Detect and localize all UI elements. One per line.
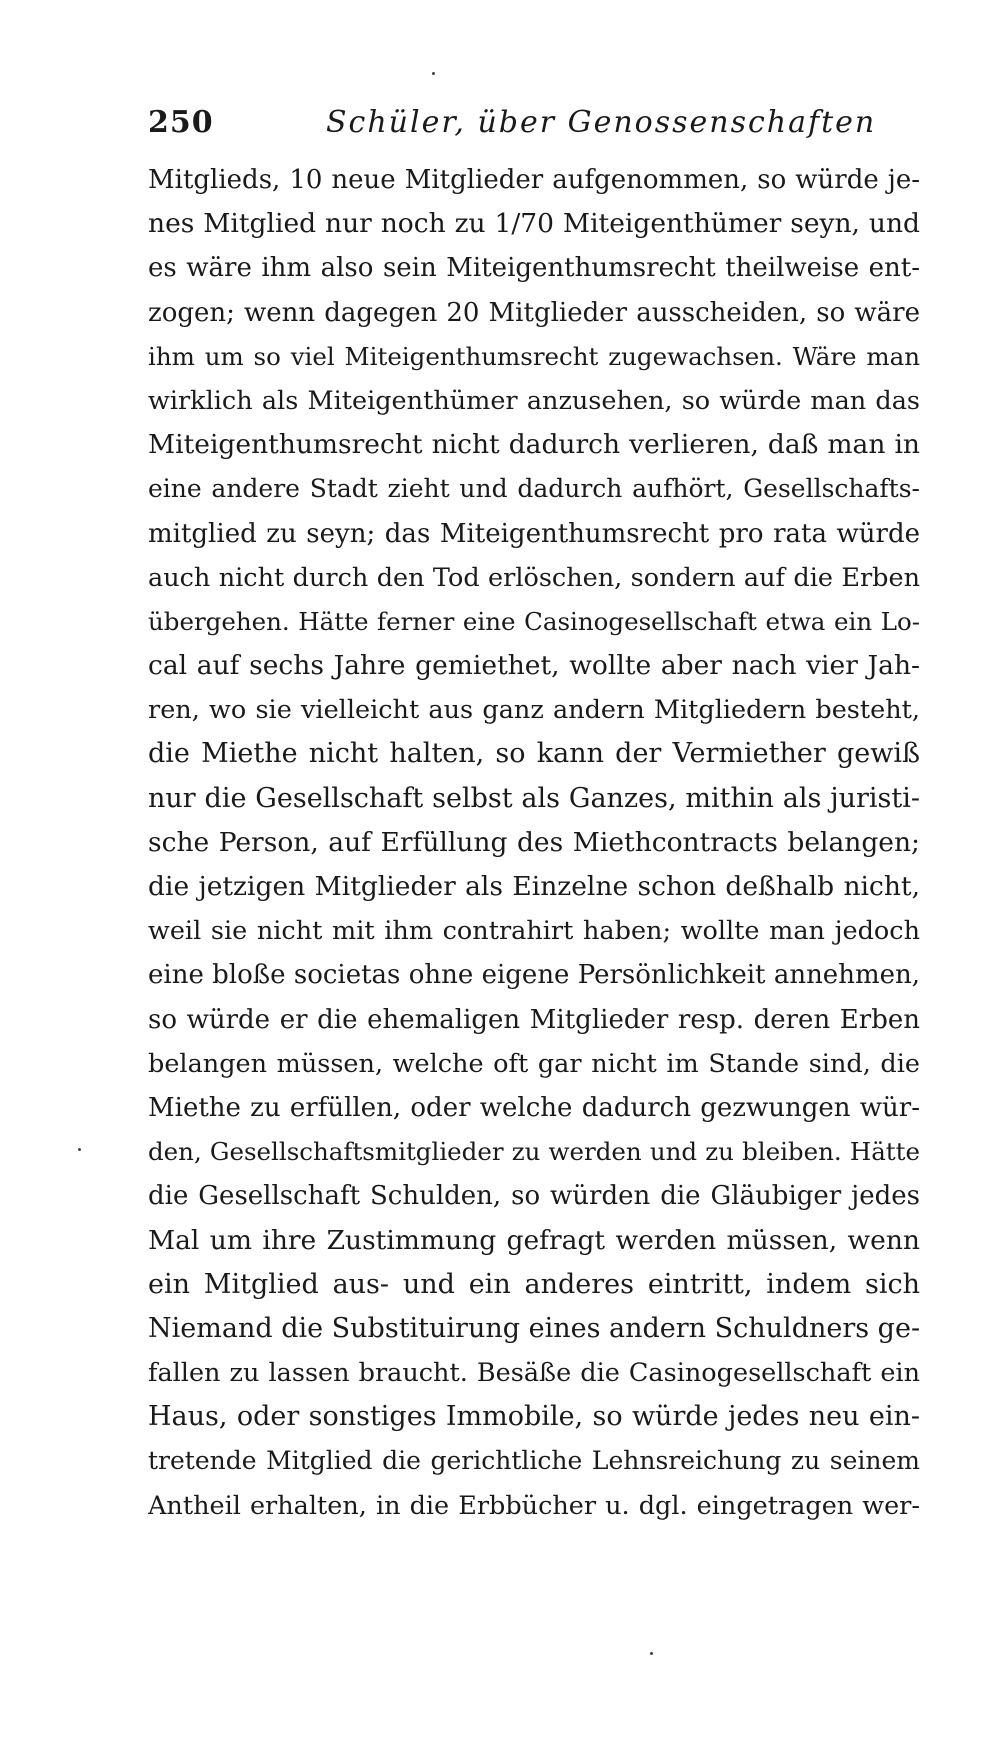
text-line: Mal um ihre Zustimmung gefragt werden müssen, wenn <box>148 1224 920 1256</box>
text-line: so würde er die ehemaligen Mitglieder resp. deren Erben <box>148 1004 920 1035</box>
page-header <box>148 98 918 148</box>
text-line: Haus, oder sonstiges Immobile, so würde jedes neu ein- <box>148 1401 920 1433</box>
text-line: die Gesellschaft Schulden, so würden die Gläubiger jedes <box>148 1181 920 1212</box>
text-line: ihm um so viel Miteigenthumsrecht zugewachsen. Wäre man <box>148 341 920 371</box>
text-line: Miteigenthumsrecht nicht dadurch verlieren, daß man in <box>148 429 920 461</box>
text-line: Niemand die Substituirung eines andern Schuldners ge- <box>148 1312 920 1344</box>
text-line: fallen zu lassen braucht. Besäße die Casinogesellschaft ein <box>148 1358 920 1389</box>
text-line: übergehen. Hätte ferner eine Casinogesellschaft etwa ein Lo- <box>148 606 920 636</box>
text-line: ein Mitglied aus- und ein anderes eintritt, indem sich <box>148 1268 920 1300</box>
text-line: tretende Mitglied die gerichtliche Lehnsreichung zu seinem <box>148 1446 920 1476</box>
text-line: cal auf sechs Jahre gemiethet, wollte aber nach vier Jah- <box>148 650 920 682</box>
text-line: es wäre ihm also sein Miteigenthumsrecht theilweise ent- <box>148 253 920 284</box>
text-line: eine andere Stadt zieht und dadurch aufhört, Gesellschafts- <box>148 474 920 504</box>
page-number: 250 <box>148 105 214 140</box>
text-line: weil sie nicht mit ihm contrahirt haben; wollte man jedoch <box>148 916 920 947</box>
text-line: die jetzigen Mitglieder als Einzelne schon deßhalb nicht, <box>148 871 920 902</box>
text-line: den, Gesellschaftsmitglieder zu werden und zu bleiben. Hätte <box>148 1137 920 1167</box>
text-line: Mitglieds, 10 neue Mitglieder aufgenommen, so würde je- <box>148 165 920 195</box>
print-speck <box>78 1148 81 1151</box>
text-line: ren, wo sie vielleicht aus ganz andern Mitgliedern besteht, <box>148 695 920 726</box>
text-line: belangen müssen, welche oft gar nicht im Stande sind, die <box>148 1048 920 1079</box>
text-line: wirklich als Miteigenthümer anzusehen, so würde man das <box>148 385 920 416</box>
text-line: Miethe zu erfüllen, oder welche dadurch gezwungen wür- <box>148 1092 920 1123</box>
text-line: Antheil erhalten, in die Erbbücher u. dgl. eingetragen wer- <box>148 1490 920 1521</box>
text-line: die Miethe nicht halten, so kann der Vermiether gewiß <box>148 738 920 770</box>
print-speck <box>432 72 435 75</box>
text-line: zogen; wenn dagegen 20 Mitglieder ausscheiden, so wäre <box>148 297 920 328</box>
body-text <box>148 158 920 1528</box>
print-speck <box>650 1652 653 1655</box>
text-line: nes Mitglied nur noch zu 1/70 Miteigenthümer seyn, und <box>148 208 920 240</box>
text-line: nur die Gesellschaft selbst als Ganzes, mithin als juristi- <box>148 782 920 814</box>
running-head: Schüler, über Genossenschaften <box>326 105 877 140</box>
text-line: auch nicht durch den Tod erlöschen, sondern auf die Erben <box>148 562 920 593</box>
text-line: eine bloße societas ohne eigene Persönlichkeit annehmen, <box>148 960 920 991</box>
text-line: mitglied zu seyn; das Miteigenthumsrecht pro rata würde <box>148 518 920 549</box>
text-line: sche Person, auf Erfüllung des Miethcontracts belangen; <box>148 826 920 858</box>
